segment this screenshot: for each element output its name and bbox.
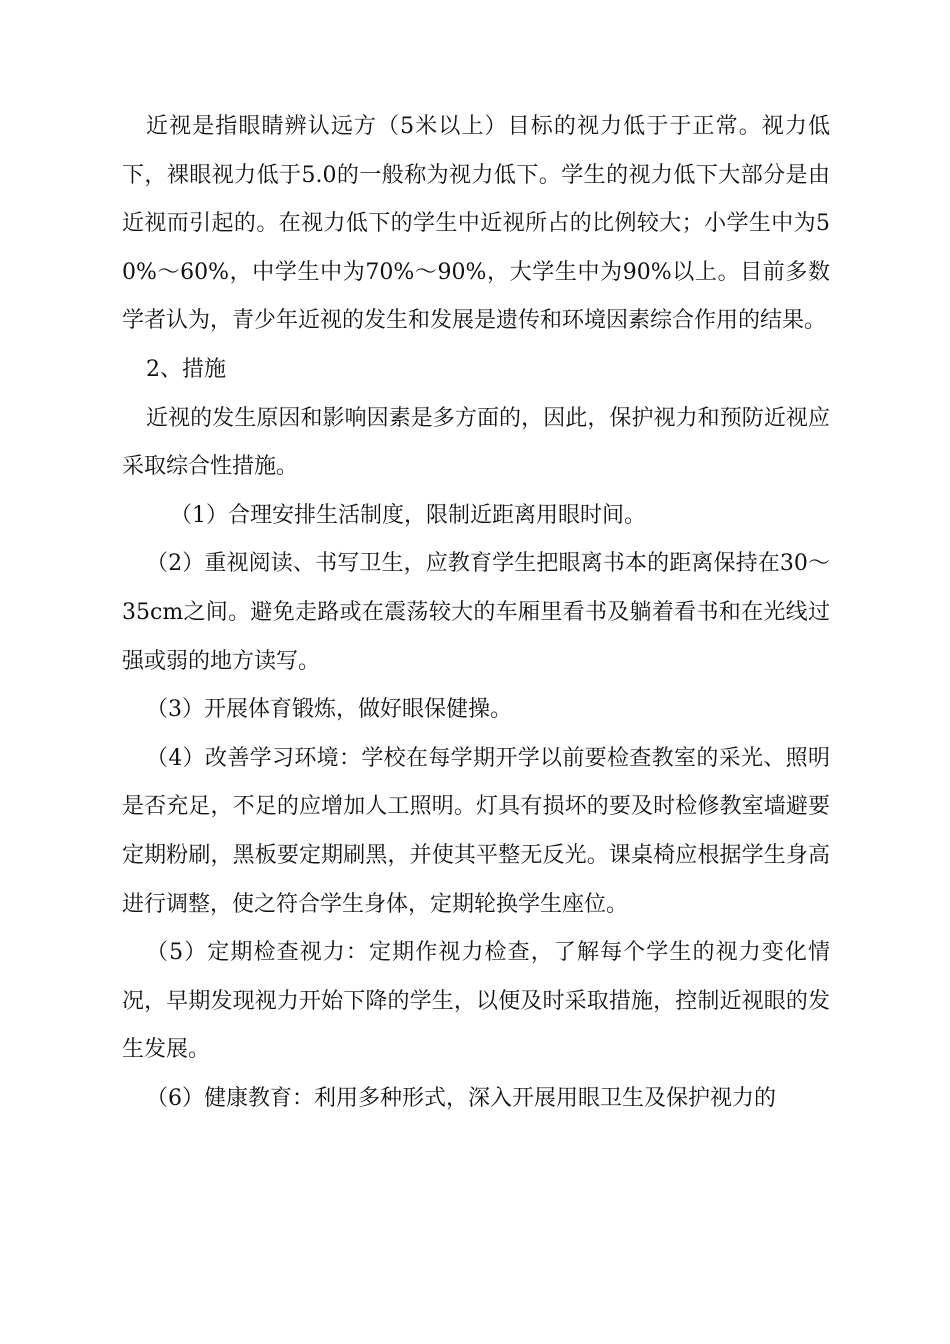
- measure-item-5: （5）定期检查视力：定期作视力检查，了解每个学生的视力变化情况，早期发现视力开始下降的学生，以便及时采取措施，控制近视眼的发生发展。: [122, 940, 830, 1063]
- measure-item-3: （3）开展体育锻炼，做好眼保健操。: [146, 697, 512, 723]
- measure-item-6: （6）健康教育：利用多种形式，深入开展用眼卫生及保护视力的: [146, 1085, 776, 1111]
- measure-item-1: （1）合理安排生活制度，限制近距离用眼时间。: [170, 502, 646, 528]
- measure-item-2: （2）重视阅读、书写卫生，应教育学生把眼离书本的距离保持在30～35cm之间。避免走路或在震荡较大的车厢里看书及躺着看书和在光线过强或弱的地方读写。: [122, 551, 830, 674]
- measure-item-4: （4）改善学习环境：学校在每学期开学以前要检查教室的采光、照明是否充足，不足的应增加人工照明。灯具有损坏的要及时检修教室墙避要定期粉刷，黑板要定期刷黑，并使其平整无反光。课桌椅应根据学生身高进行调整，使之符合学生身体，定期轮换学生座位。: [122, 745, 830, 917]
- document-body: [122, 103, 830, 1123]
- paragraph-measures-intro: 近视的发生原因和影响因素是多方面的，因此，保护视力和预防近视应采取综合性措施。: [122, 405, 830, 480]
- paragraph-myopia-definition: 近视是指眼睛辨认远方（5米以上）目标的视力低于于正常。视力低下，裸眼视力低于5.0的一般称为视力低下。学生的视力低下大部分是由近视而引起的。在视力低下的学生中近视所占的比例较大；小学生中为50%～60%，中学生中为70%～90%，大学生中为90%以上。目前多数学者认为，青少年近视的发生和发展是遗传和环境因素综合作用的结果。: [122, 114, 830, 334]
- section-heading-measures: 2、措施: [146, 356, 226, 382]
